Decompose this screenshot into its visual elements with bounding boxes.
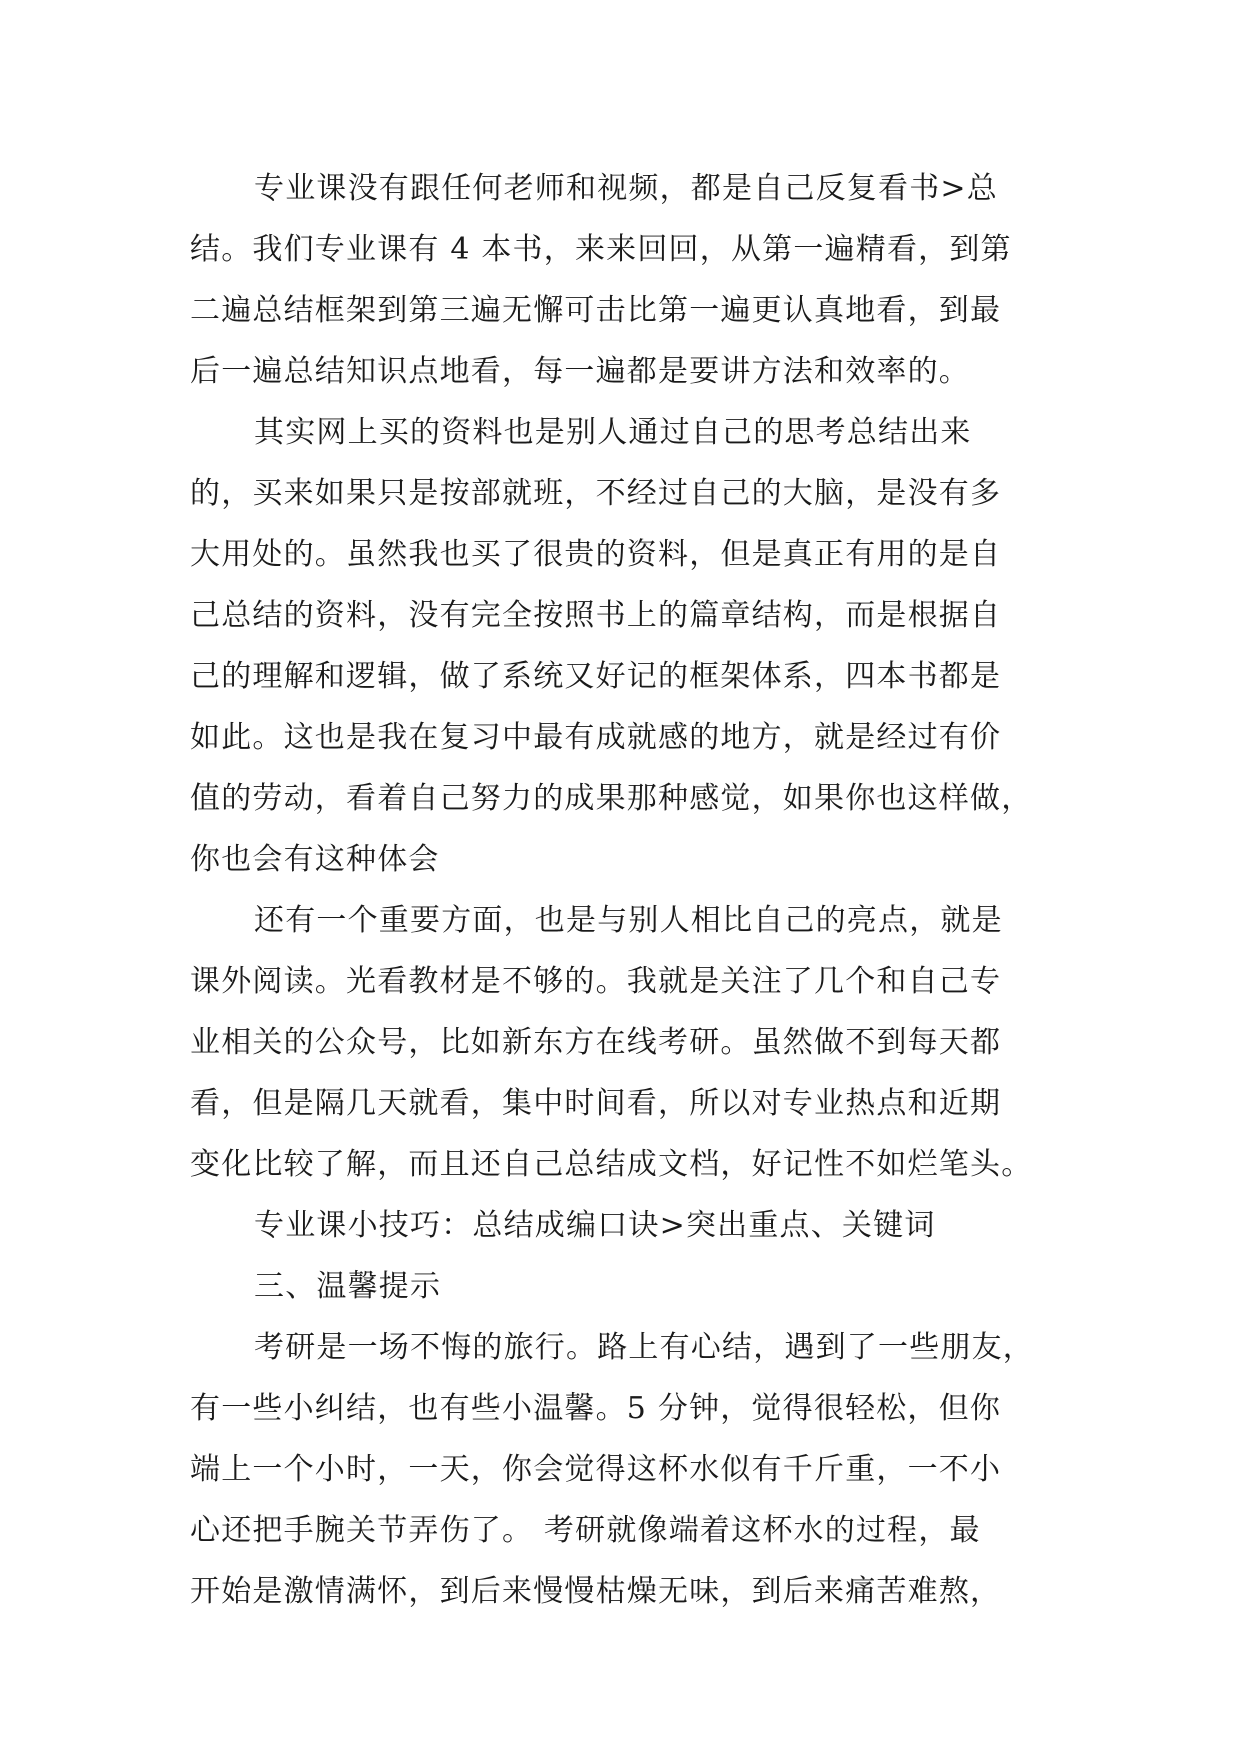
text-line: 课外阅读。光看教材是不够的。我就是关注了几个和自己专 [190,964,1002,999]
text-line: 还有一个重要方面，也是与别人相比自己的亮点，就是 [254,903,1003,938]
section-heading: 三、温馨提示 [254,1269,442,1304]
text-line: 己总结的资料，没有完全按照书上的篇章结构，而是根据自 [190,598,1002,633]
paragraph-professional-study [190,158,1052,402]
text-line: 心还把手腕关节弄伤了。 考研就像端着这杯水的过程，最 [190,1513,981,1548]
paragraph-extracurricular-reading [190,890,1052,1195]
text-line: 你也会有这种体会 [190,842,440,877]
text-line: 开始是激情满怀，到后来慢慢枯燥无味，到后来痛苦难熬， [190,1574,1002,1609]
text-line: 端上一个小时，一天，你会觉得这杯水似有千斤重，一不小 [190,1452,1002,1487]
text-line: 其实网上买的资料也是别人通过自己的思考总结出来 [254,415,972,450]
paragraph-study-tip [190,1195,1052,1256]
text-line: 值的劳动，看着自己努力的成果那种感觉，如果你也这样做， [190,781,1033,816]
text-line: 有一些小纠结，也有些小温馨。5 分钟，觉得很轻松，但你 [190,1391,1002,1426]
text-line: 后一遍总结知识点地看，每一遍都是要讲方法和效率的。 [190,354,970,389]
text-line: 大用处的。虽然我也买了很贵的资料，但是真正有用的是自 [190,537,1002,572]
text-line: 看，但是隔几天就看，集中时间看，所以对专业热点和近期 [190,1086,1002,1121]
text-line: 变化比较了解，而且还自己总结成文档，好记性不如烂笔头。 [190,1147,1033,1182]
text-line: 的，买来如果只是按部就班，不经过自己的大脑，是没有多 [190,476,1002,511]
paragraph-exam-journey [190,1317,1052,1622]
text-line: 专业课小技巧：总结成编口诀>突出重点、关键词 [254,1208,936,1243]
text-line: 二遍总结框架到第三遍无懈可击比第一遍更认真地看，到最 [190,293,1002,328]
text-line: 己的理解和逻辑，做了系统又好记的框架体系，四本书都是 [190,659,1002,694]
document-body [190,158,1052,1622]
text-line: 结。我们专业课有 4 本书，来来回回，从第一遍精看，到第 [190,232,1012,267]
text-line: 考研是一场不悔的旅行。路上有心结，遇到了一些朋友， [254,1330,1034,1365]
text-line: 如此。这也是我在复习中最有成就感的地方，就是经过有价 [190,720,1002,755]
text-line: 业相关的公众号，比如新东方在线考研。虽然做不到每天都 [190,1025,1002,1060]
paragraph-study-materials [190,402,1052,890]
section-heading-warm-tips [190,1256,1052,1317]
text-line: 专业课没有跟任何老师和视频，都是自己反复看书>总 [254,171,998,206]
